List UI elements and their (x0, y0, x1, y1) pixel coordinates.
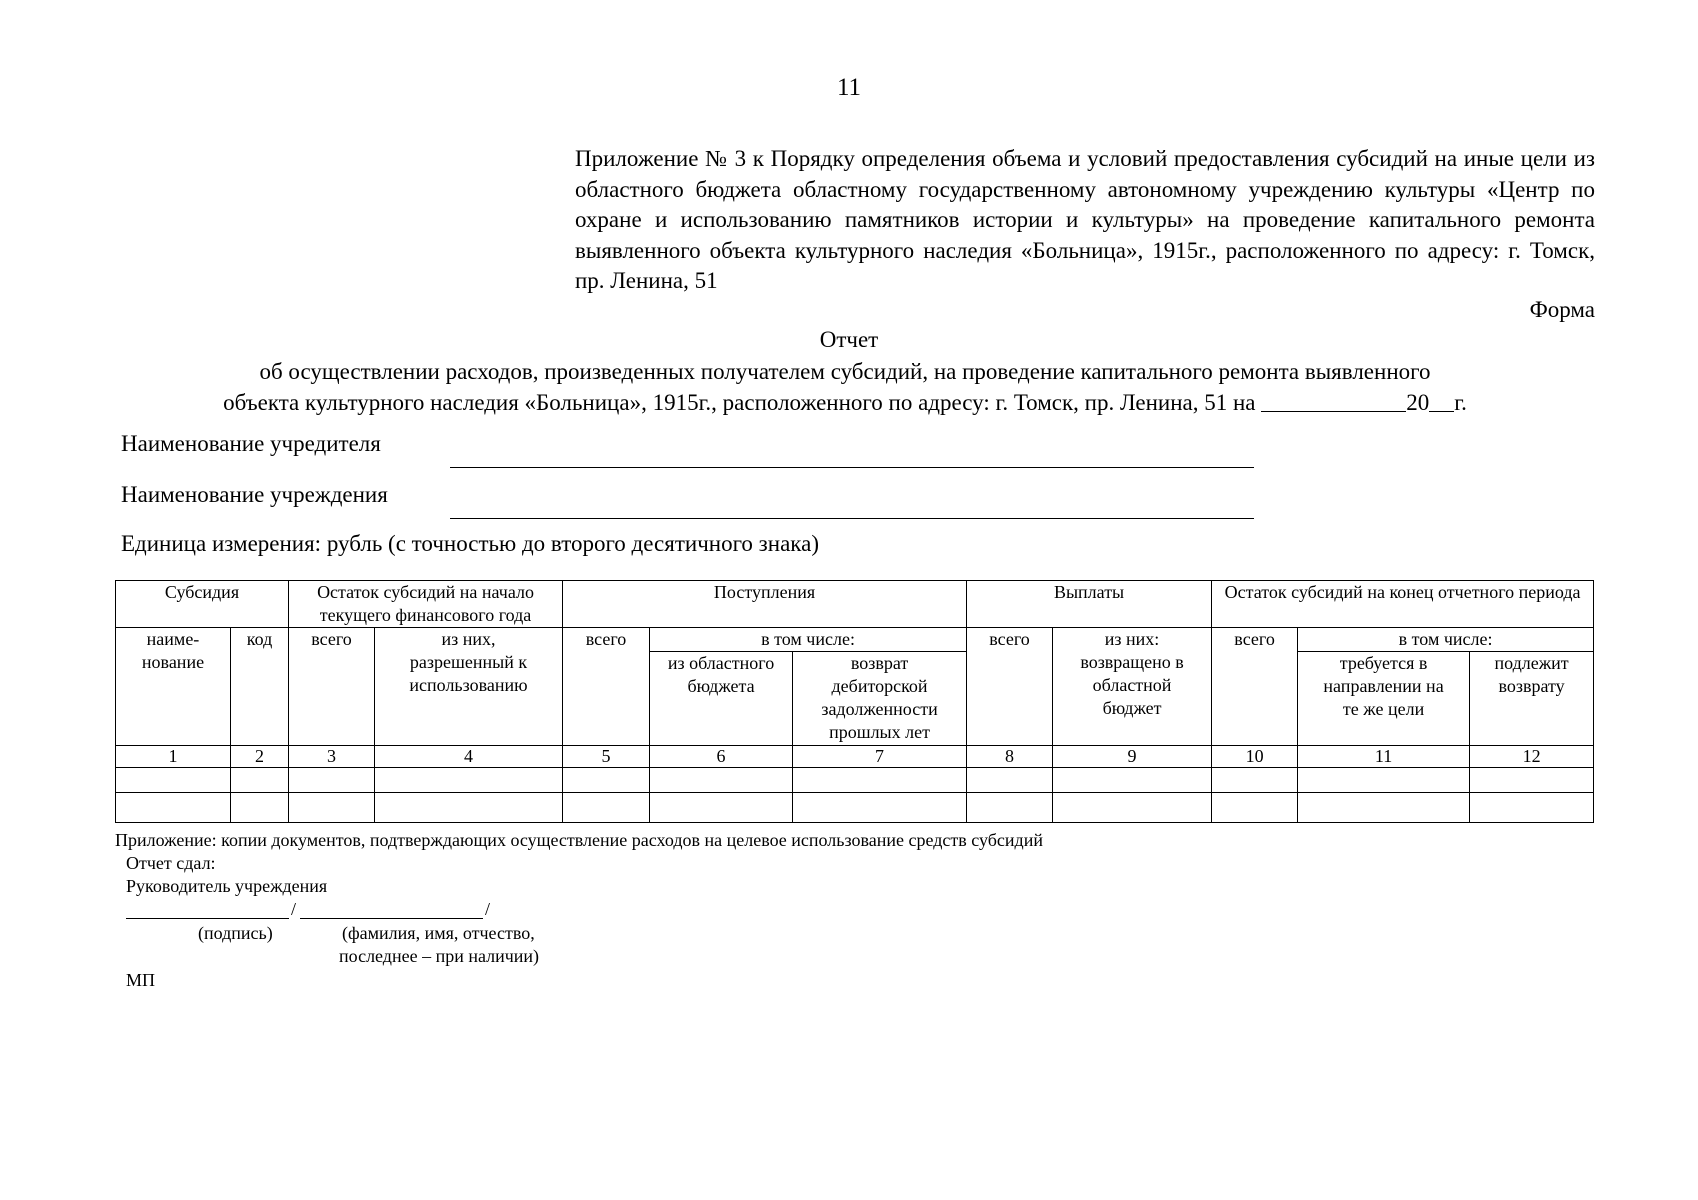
submitted-label: Отчет сдал: (126, 853, 216, 873)
col-number-2: 2 (231, 746, 289, 768)
table-cell[interactable] (563, 793, 650, 823)
report-year-prefix: 20 (1406, 389, 1430, 415)
header-receipts: Поступления (563, 581, 967, 628)
table-cell[interactable] (289, 768, 375, 793)
table-cell[interactable] (1470, 793, 1594, 823)
table-number-row (116, 746, 1594, 768)
header-code: код (231, 628, 289, 746)
report-date-blank (1261, 391, 1406, 412)
table-cell[interactable] (1470, 768, 1594, 793)
col-number-6: 6 (650, 746, 793, 768)
header-receipts-including: в том числе: (650, 628, 967, 652)
header-same-goals: требуется в направлении на те же цели (1298, 652, 1470, 746)
signature-caption: (подпись) (198, 923, 273, 943)
institution-label: Наименование учреждения (121, 482, 388, 507)
table-cell[interactable] (793, 793, 967, 823)
header-name: наиме-нование (116, 628, 231, 746)
header-to-return: подлежит возврату (1470, 652, 1594, 746)
table-row (116, 793, 1594, 823)
table-cell[interactable] (116, 793, 231, 823)
col-number-10: 10 (1212, 746, 1298, 768)
seal-label: МП (126, 970, 156, 990)
report-table (115, 580, 1594, 823)
table-cell[interactable] (231, 793, 289, 823)
report-subtitle-line-2-text: объекта культурного наследия «Больница», 1915г., расположенного по адресу: г. Томск, пр. Ленина, 51 на (223, 389, 1256, 415)
founder-label: Наименование учредителя (121, 431, 381, 456)
table-cell[interactable] (563, 768, 650, 793)
full-name-line[interactable] (300, 918, 483, 919)
header-receipts-total: всего (563, 628, 650, 746)
table-cell[interactable] (650, 768, 793, 793)
table-cell[interactable] (375, 793, 563, 823)
institution-field-line[interactable] (450, 518, 1254, 519)
col-number-8: 8 (967, 746, 1053, 768)
unit-line: Единица измерения: рубль (с точностью до второго десятичного знака) (121, 531, 819, 556)
form-label: Форма (1529, 297, 1595, 322)
founder-field-line[interactable] (450, 467, 1254, 468)
header-balance-start-total: всего (289, 628, 375, 746)
table-cell[interactable] (967, 768, 1053, 793)
page-number: 11 (836, 74, 862, 101)
header-balance-end-including: в том числе: (1298, 628, 1594, 652)
report-subtitle-line-1: об осуществлении расходов, произведенных получателем субсидий, на проведение капитального ремонта выявленного (259, 359, 1431, 384)
header-balance-start-allowed: из них, разрешенный к использованию (375, 628, 563, 746)
table-cell[interactable] (231, 768, 289, 793)
table-cell[interactable] (1212, 793, 1298, 823)
header-balance-end-total: всего (1212, 628, 1298, 746)
report-year-suffix: г. (1454, 389, 1467, 415)
header-debt-return: возврат дебиторской задолженности прошлых лет (793, 652, 967, 746)
table-cell[interactable] (1053, 793, 1212, 823)
appendix-header: Приложение № 3 к Порядку определения объема и условий предоставления субсидий на иные цели из областного бюджета областному государственному автономному учреждению культуры «Центр по охране и использованию памятников истории и культуры» на проведение капитального ремонта выявленного объекта культурного наследия «Больница», 1915г., расположенного по адресу: г. Томск, пр. Ленина, 51 (575, 146, 1595, 293)
full-name-caption-2: последнее – при наличии) (339, 946, 540, 966)
col-number-11: 11 (1298, 746, 1470, 768)
table-group-header-row (116, 581, 1594, 628)
table-row (116, 768, 1594, 793)
attachment-note: Приложение: копии документов, подтверждающих осуществление расходов на целевое использование средств субсидий (115, 830, 1043, 850)
col-number-1: 1 (116, 746, 231, 768)
header-balance-start: Остаток субсидий на начало текущего финансового года (289, 581, 563, 628)
table-cell[interactable] (1212, 768, 1298, 793)
table-cell[interactable] (1298, 793, 1470, 823)
col-number-3: 3 (289, 746, 375, 768)
full-name-slash: / (485, 899, 491, 919)
header-balance-end: Остаток субсидий на конец отчетного периода (1212, 581, 1594, 628)
head-label: Руководитель учреждения (126, 876, 328, 896)
col-number-9: 9 (1053, 746, 1212, 768)
table-cell[interactable] (793, 768, 967, 793)
header-payments: Выплаты (967, 581, 1212, 628)
report-year-blank (1429, 391, 1454, 412)
report-subtitle (120, 357, 1570, 418)
full-name-caption-1: (фамилия, имя, отчество, (342, 923, 535, 943)
table-cell[interactable] (1298, 768, 1470, 793)
header-payments-returned: из них: возвращено в областной бюджет (1053, 628, 1212, 746)
col-number-4: 4 (375, 746, 563, 768)
header-subsidy: Субсидия (116, 581, 289, 628)
table-cell[interactable] (375, 768, 563, 793)
table-cell[interactable] (967, 793, 1053, 823)
col-number-7: 7 (793, 746, 967, 768)
report-subtitle-line-2 (120, 388, 1570, 419)
header-regional-budget: из областного бюджета (650, 652, 793, 746)
header-payments-total: всего (967, 628, 1053, 746)
col-number-12: 12 (1470, 746, 1594, 768)
table-cell[interactable] (289, 793, 375, 823)
table-cell[interactable] (1053, 768, 1212, 793)
signature-line[interactable] (126, 918, 289, 919)
signature-slash: / (291, 899, 297, 919)
table-cell[interactable] (116, 768, 231, 793)
table-cell[interactable] (650, 793, 793, 823)
table-subheader-row-1 (116, 628, 1594, 652)
report-title: Отчет (819, 327, 879, 352)
col-number-5: 5 (563, 746, 650, 768)
